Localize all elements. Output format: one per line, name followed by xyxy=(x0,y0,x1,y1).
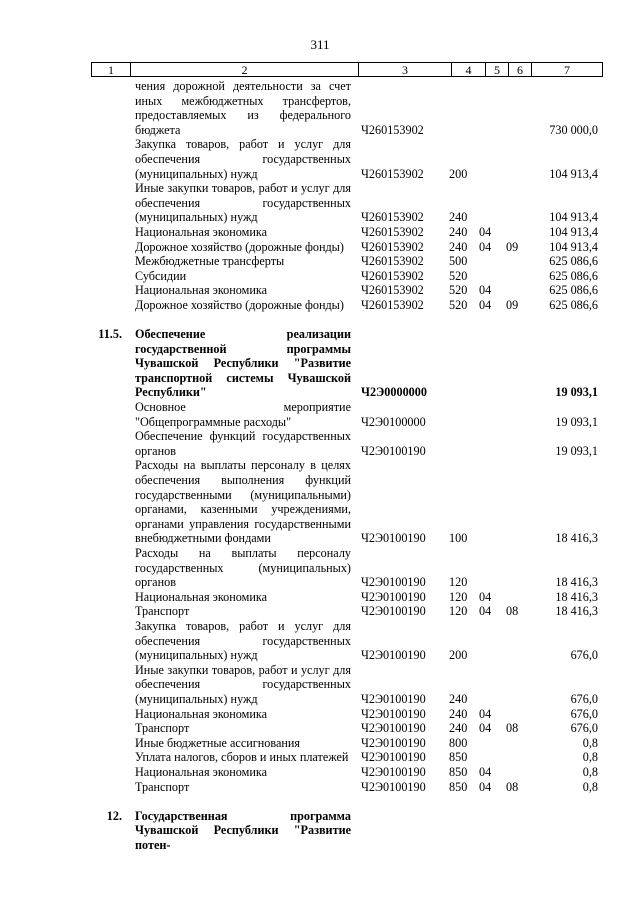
table-row xyxy=(91,137,598,181)
target-article-code: Ч260153902 xyxy=(361,166,424,181)
amount-value: 625 086,6 xyxy=(549,283,598,298)
section-code: 04 xyxy=(479,283,492,298)
table-row xyxy=(91,706,598,722)
subsection-code: 08 xyxy=(506,779,519,794)
section-code: 04 xyxy=(479,224,492,239)
amount-value: 676,0 xyxy=(570,706,598,721)
expense-type-code: 240 xyxy=(449,239,468,254)
table-row xyxy=(91,79,598,137)
item-name: чения дорожной деятельности за счет иных межбюджетных трансфертов, предоставляемых из федерального бюджета xyxy=(135,79,351,137)
amount-value: 0,8 xyxy=(582,764,598,779)
item-name: Субсидии xyxy=(135,268,187,283)
table-row xyxy=(91,662,598,707)
target-article-code: Ч260153902 xyxy=(361,239,424,254)
column-header-4: 4 xyxy=(452,63,486,77)
target-article-code: Ч2Э0100190 xyxy=(361,589,426,604)
section-number: 11.5. xyxy=(98,327,122,342)
amount-value: 104 913,4 xyxy=(549,224,598,239)
expense-type-code: 100 xyxy=(449,531,468,546)
subsection-code: 08 xyxy=(506,604,519,619)
target-article-code: Ч2Э0100190 xyxy=(361,531,426,546)
row-values xyxy=(91,297,598,313)
expense-type-code: 240 xyxy=(449,224,468,239)
table-row xyxy=(91,735,598,751)
table-row xyxy=(91,458,598,546)
item-name: Иные бюджетные ассигнования xyxy=(135,735,301,750)
item-name: Межбюджетные трансферты xyxy=(135,254,285,269)
amount-value: 104 913,4 xyxy=(549,166,598,181)
item-name: Транспорт xyxy=(135,721,190,736)
subsection-code: 08 xyxy=(506,721,519,736)
target-article-code: Ч2Э0100190 xyxy=(361,691,426,706)
subsection-code: 09 xyxy=(506,297,519,312)
row-values xyxy=(91,268,598,284)
target-article-code: Ч2Э0100190 xyxy=(361,764,426,779)
row-values xyxy=(91,166,598,182)
amount-value: 625 086,6 xyxy=(549,254,598,269)
table-row xyxy=(91,546,598,590)
table-row xyxy=(91,224,598,240)
row-values xyxy=(91,750,598,765)
table-row xyxy=(91,764,598,780)
target-article-code: Ч260153902 xyxy=(361,210,424,225)
table-row xyxy=(91,721,598,736)
expense-type-code: 240 xyxy=(449,706,468,721)
table-row xyxy=(91,181,598,225)
section-code: 04 xyxy=(479,239,492,254)
target-article-code: Ч2Э0100190 xyxy=(361,721,426,736)
amount-value: 18 416,3 xyxy=(555,589,598,604)
row-values xyxy=(91,122,598,138)
expense-type-code: 800 xyxy=(449,735,468,750)
row-spacer xyxy=(91,313,595,328)
amount-value: 625 086,6 xyxy=(549,268,598,283)
target-article-code: Ч2Э0100190 xyxy=(361,648,426,663)
expense-type-code: 850 xyxy=(449,779,468,794)
section-header-row xyxy=(91,809,595,853)
amount-value: 676,0 xyxy=(570,691,598,706)
column-header-row xyxy=(92,63,603,77)
section-code: 04 xyxy=(479,589,492,604)
table-row xyxy=(91,283,598,298)
item-name: Дорожное хозяйство (дорожные фонды) xyxy=(135,297,344,312)
table-row xyxy=(91,618,598,663)
column-header-2: 2 xyxy=(131,63,359,77)
item-name: Обеспечение функций государственных органов xyxy=(135,429,351,458)
target-article-code: Ч2Э0100190 xyxy=(361,575,426,590)
row-values xyxy=(91,531,598,546)
row-values xyxy=(91,210,598,225)
amount-value: 104 913,4 xyxy=(549,210,598,225)
row-values xyxy=(91,604,598,619)
section-code: 04 xyxy=(479,721,492,736)
target-article-code: Ч2Э0100190 xyxy=(361,750,426,765)
target-article-code: Ч2Э0100190 xyxy=(361,604,426,619)
table-row xyxy=(91,779,598,795)
target-article-code: Ч260153902 xyxy=(361,122,424,137)
item-name: Транспорт xyxy=(135,779,190,794)
item-name: Национальная экономика xyxy=(135,283,268,298)
amount-value: 19 093,1 xyxy=(555,443,598,458)
amount-value: 730 000,0 xyxy=(549,122,598,137)
expense-type-code: 240 xyxy=(449,210,468,225)
item-name: Дорожное хозяйство (дорожные фонды) xyxy=(135,239,344,254)
row-values xyxy=(91,385,598,400)
expense-type-code: 120 xyxy=(449,604,468,619)
row-spacer xyxy=(91,794,595,809)
target-article-code: Ч260153902 xyxy=(361,283,424,298)
row-values xyxy=(91,691,598,707)
table-row xyxy=(91,589,598,605)
amount-value: 19 093,1 xyxy=(555,414,598,429)
item-name: Обеспечение реализации государственной программы Чувашской Республики "Развитие транспортной системы Чувашской Республики" xyxy=(135,327,351,400)
section-code: 04 xyxy=(479,764,492,779)
row-values xyxy=(91,283,598,298)
item-name: Иные закупки товаров, работ и услуг для обеспечения государственных (муниципальных) нужд xyxy=(135,181,351,225)
table-row xyxy=(91,239,598,255)
amount-value: 0,8 xyxy=(582,750,598,765)
expense-type-code: 240 xyxy=(449,721,468,736)
amount-value: 0,8 xyxy=(582,779,598,794)
amount-value: 676,0 xyxy=(570,648,598,663)
target-article-code: Ч260153902 xyxy=(361,224,424,239)
item-name: Национальная экономика xyxy=(135,589,268,604)
amount-value: 104 913,4 xyxy=(549,239,598,254)
column-header-3: 3 xyxy=(359,63,452,77)
expense-type-code: 850 xyxy=(449,750,468,765)
row-values xyxy=(91,589,598,605)
item-name: Уплата налогов, сборов и иных платежей xyxy=(135,750,349,765)
item-name: Национальная экономика xyxy=(135,706,268,721)
row-values xyxy=(91,838,595,853)
item-name: Национальная экономика xyxy=(135,764,268,779)
item-name: Закупка товаров, работ и услуг для обеспечения государственных (муниципальных) нужд xyxy=(135,618,351,663)
row-values xyxy=(91,224,598,240)
expense-type-code: 850 xyxy=(449,764,468,779)
amount-value: 19 093,1 xyxy=(555,385,598,400)
target-article-code: Ч2Э0100190 xyxy=(361,443,426,458)
expense-type-code: 520 xyxy=(449,297,468,312)
row-values xyxy=(91,575,598,590)
target-article-code: Ч2Э0100190 xyxy=(361,706,426,721)
row-values xyxy=(91,764,598,780)
item-name: Иные закупки товаров, работ и услуг для обеспечения государственных (муниципальных) нужд xyxy=(135,662,351,706)
item-name: Расходы на выплаты персоналу в целях обеспечения выполнения функций государственными (муниципальными) органами, казенными учреждениями, органами управления государственными внебюджетными фондами xyxy=(135,458,351,546)
table-row xyxy=(91,429,598,458)
table-row xyxy=(91,254,598,269)
column-header-5: 5 xyxy=(486,63,509,77)
column-header-6: 6 xyxy=(509,63,532,77)
amount-value: 676,0 xyxy=(570,721,598,736)
subsection-code: 09 xyxy=(506,239,519,254)
item-name: Основное мероприятие "Общепрограммные расходы" xyxy=(135,400,351,429)
column-header-table xyxy=(91,62,603,77)
table-row xyxy=(91,604,598,619)
target-article-code: Ч2Э0100000 xyxy=(361,414,426,429)
expense-type-code: 520 xyxy=(449,283,468,298)
table-row xyxy=(91,268,598,284)
target-article-code: Ч260153902 xyxy=(361,297,424,312)
item-name: Национальная экономика xyxy=(135,224,268,239)
row-values xyxy=(91,735,598,751)
amount-value: 18 416,3 xyxy=(555,604,598,619)
expense-type-code: 240 xyxy=(449,691,468,706)
column-header-1: 1 xyxy=(92,63,131,77)
table-row xyxy=(91,750,598,765)
item-name: Расходы на выплаты персоналу государственных (муниципальных) органов xyxy=(135,546,351,590)
expense-type-code: 520 xyxy=(449,268,468,283)
page-number: 311 xyxy=(310,37,330,52)
target-article-code: Ч260153902 xyxy=(361,268,424,283)
item-name: Транспорт xyxy=(135,604,190,619)
target-article-code: Ч2Э0100190 xyxy=(361,779,426,794)
table-row xyxy=(91,297,598,313)
item-name: Государственная программа Чувашской Республики "Развитие потен- xyxy=(135,808,351,852)
column-header-7: 7 xyxy=(532,63,603,77)
row-values xyxy=(91,648,598,663)
expense-type-code: 120 xyxy=(449,575,468,590)
section-code: 04 xyxy=(479,779,492,794)
target-article-code: Ч2Э0000000 xyxy=(361,385,427,400)
amount-value: 0,8 xyxy=(582,735,598,750)
section-header-row xyxy=(91,327,598,400)
section-code: 04 xyxy=(479,297,492,312)
section-number: 12. xyxy=(106,808,122,823)
row-values xyxy=(91,779,598,795)
expense-type-code: 120 xyxy=(449,589,468,604)
row-values xyxy=(91,721,598,736)
item-name: Закупка товаров, работ и услуг для обеспечения государственных (муниципальных) нужд xyxy=(135,137,351,181)
row-values xyxy=(91,239,598,255)
section-code: 04 xyxy=(479,604,492,619)
table-row xyxy=(91,400,598,429)
expense-type-code: 500 xyxy=(449,254,468,269)
target-article-code: Ч2Э0100190 xyxy=(361,735,426,750)
expense-type-code: 200 xyxy=(449,648,468,663)
amount-value: 18 416,3 xyxy=(555,531,598,546)
expense-type-code: 200 xyxy=(449,166,468,181)
target-article-code: Ч260153902 xyxy=(361,254,424,269)
budget-table-body xyxy=(91,79,598,852)
row-values xyxy=(91,254,598,269)
amount-value: 625 086,6 xyxy=(549,297,598,312)
row-values xyxy=(91,706,598,722)
amount-value: 18 416,3 xyxy=(555,575,598,590)
section-code: 04 xyxy=(479,706,492,721)
